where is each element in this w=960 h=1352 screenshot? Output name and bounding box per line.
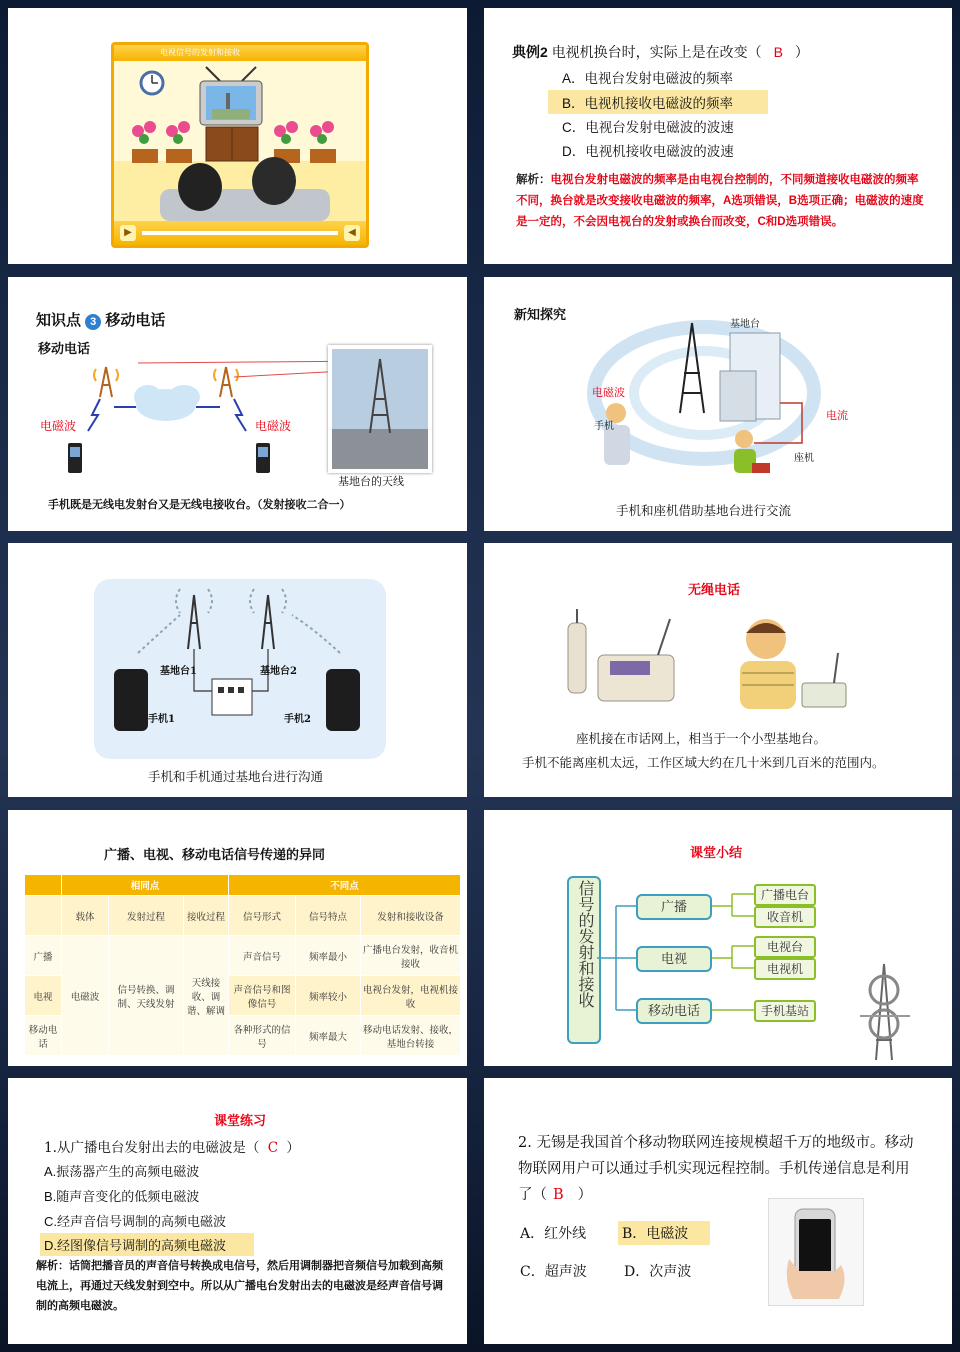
- branch-mobile: 移动电话: [636, 998, 712, 1024]
- leaf-radio-station: 广播电台: [754, 884, 816, 906]
- analysis-label: 解析：: [516, 174, 551, 186]
- lightning-icon: [88, 399, 100, 431]
- person-head: [178, 163, 222, 211]
- carrier-cell: 电磁波: [62, 936, 109, 1056]
- label-mobile: 手机: [594, 421, 614, 432]
- progress-track[interactable]: [142, 231, 338, 235]
- leaf-tv-station: 电视台: [754, 936, 816, 958]
- slide-practice-2: [484, 1078, 952, 1344]
- tower-icon: [680, 323, 704, 413]
- row-name: 电视: [25, 976, 62, 1016]
- col-header: 信号特点: [296, 896, 361, 936]
- label-landline: 座机: [794, 453, 814, 464]
- diagram-caption: 手机和座机借助基地台进行交流: [616, 504, 792, 518]
- leaf-tv-set: 电视机: [754, 958, 816, 980]
- antenna-tower-illustration: [854, 960, 928, 1064]
- label-base-station: 基地台: [730, 319, 760, 330]
- form-cell: 声音信号: [229, 936, 296, 976]
- label-em-wave: 电磁波: [592, 387, 625, 399]
- slide-title: 无绳电话: [688, 582, 741, 597]
- feature-cell: 频率较小: [296, 976, 361, 1016]
- col-header: 接收过程: [184, 896, 229, 936]
- slide-comparison-table: [8, 810, 467, 1066]
- receive-cell: 天线接收、调谐、解调: [184, 936, 229, 1056]
- antenna-photo: [328, 345, 432, 473]
- emit-cell: 信号转换、调制、天线发射: [109, 936, 184, 1056]
- title-prefix: 知识点: [36, 312, 82, 329]
- option-c: C．超声波: [520, 1264, 587, 1280]
- option-c: C.经声音信号调制的高频电磁波: [44, 1214, 227, 1229]
- option-b-highlighted: B．电磁波: [618, 1221, 710, 1245]
- option-d: D．电视机接收电磁波的波速: [562, 144, 734, 159]
- tower-icon: [176, 589, 212, 649]
- section-heading: 新知探究: [514, 307, 567, 322]
- table-row: [25, 936, 461, 976]
- branch-broadcast: 广播: [636, 894, 712, 920]
- leaf-radio: 收音机: [754, 906, 816, 928]
- question-end: ）: [794, 44, 809, 60]
- label-phone-2: 手机2: [284, 714, 311, 725]
- video-title-bar: [114, 45, 366, 61]
- phone-to-phone-diagram: [94, 579, 386, 759]
- cordless-phone-illustration: [558, 609, 684, 709]
- question-line: [512, 42, 809, 62]
- analysis-text: 话筒把播音员的声音信号转换成电信号，然后用调制器把音频信号加载到高频电流上，再通过天线发射到空中。所以从广播电台发射出去的电磁波是经声音信号调制的高频电磁波。: [36, 1260, 443, 1312]
- man-on-phone-illustration: [722, 613, 856, 713]
- option-b-highlighted: B．电视机接收电磁波的频率: [548, 90, 768, 114]
- group-same: 相同点: [62, 875, 229, 896]
- slide-cordless-phone: [484, 543, 952, 797]
- analysis: [36, 1256, 448, 1316]
- slide-title: 课堂练习: [214, 1113, 267, 1128]
- slide-new-knowledge: [484, 277, 952, 531]
- branch-tv: 电视: [636, 946, 712, 972]
- option-b: B.随声音变化的低频电磁波: [44, 1189, 200, 1204]
- option-a: A.振荡器产生的高频电磁波: [44, 1164, 200, 1179]
- col-header: 载体: [62, 896, 109, 936]
- tower-icon: [250, 589, 286, 649]
- wave-label-left: 电磁波: [40, 419, 77, 433]
- example-label: 典例2: [512, 44, 548, 60]
- line-2: 手机不能离座机太远，工作区域大约在几十米到几百米的范围内。: [522, 756, 885, 770]
- form-cell: 各种形式的信号: [229, 1016, 296, 1056]
- building-icon: [212, 679, 252, 715]
- label-station-2: 基地台2: [260, 666, 297, 677]
- person-head: [252, 157, 296, 205]
- mobile-network-diagram: [38, 357, 338, 487]
- label-station-1: 基地台1: [160, 666, 197, 677]
- antenna-icon: [214, 367, 238, 397]
- video-control-bar[interactable]: [114, 221, 366, 245]
- col-header: 发射过程: [109, 896, 184, 936]
- smartphone-icon: [326, 669, 360, 731]
- dual-role-note: 手机既是无线电发射台又是无线电接收台。（发射接收二合一）: [48, 499, 351, 511]
- answer-letter: B: [553, 1187, 564, 1203]
- slide-title: 课堂小结: [690, 845, 743, 860]
- building-icon: [720, 333, 780, 421]
- option-c: C．电视台发射电磁波的波速: [562, 120, 734, 135]
- photo-caption: 基地台的天线: [338, 476, 404, 488]
- person-icon: [604, 403, 630, 465]
- option-d-highlighted: D.经图像信号调制的高频电磁波: [40, 1233, 254, 1256]
- question-end: ）: [577, 1187, 593, 1203]
- analysis-text: 电视台发射电磁波的频率是由电视台控制的，不同频道接收电磁波的频率不同，换台就是改变接收电磁波的频率，A选项错误，B选项正确；电磁波的速度是一定的，不会因电视台的发射或换台而改变，C和D选项错误。: [516, 174, 924, 228]
- feature-cell: 频率最大: [296, 1016, 361, 1056]
- question-text: 电视机换台时，实际上是在改变（: [551, 44, 762, 60]
- slide-phone-to-phone: [8, 543, 467, 797]
- root-text: 信号的发射和接收: [576, 880, 593, 1008]
- diagram-caption: 手机和手机通过基地台进行沟通: [148, 770, 324, 784]
- option-d: D．次声波: [624, 1264, 692, 1280]
- option-a: A．电视台发射电磁波的频率: [562, 71, 734, 86]
- play-button[interactable]: ▶: [120, 225, 136, 241]
- label-phone-1: 手机1: [148, 714, 175, 725]
- row-name: 移动电话: [25, 1016, 62, 1056]
- device-cell: 电视台发射，电视机接收: [361, 976, 461, 1016]
- device-cell: 移动电话发射、接收，基地台转接: [361, 1016, 461, 1056]
- option-a: A．红外线: [520, 1226, 587, 1242]
- question-end: ）: [286, 1140, 300, 1156]
- label-current: 电流: [826, 410, 848, 422]
- answer-letter: C: [267, 1140, 279, 1156]
- lightning-icon: [234, 399, 246, 431]
- volume-button[interactable]: ◀: [344, 225, 360, 241]
- col-header: 发射和接收设备: [361, 896, 461, 936]
- slide-practice-1: [8, 1078, 467, 1344]
- table-title: 广播、电视、移动电话信号传递的异同: [104, 847, 326, 862]
- line-1: 座机接在市话网上，相当于一个小型基地台。: [576, 732, 827, 746]
- video-player[interactable]: [111, 42, 369, 248]
- question-text: 2. 无锡是我国首个移动物联网连接规模超千万的地级市。移动物联网用户可以通过手机实现远程控制。手机传递信息是利用了（: [518, 1135, 914, 1203]
- knowledge-title: [36, 309, 165, 330]
- cloud-icon: [134, 385, 200, 421]
- title-text: 移动电话: [105, 312, 166, 329]
- group-diff: 不同点: [229, 875, 461, 896]
- subtitle: 移动电话: [38, 341, 91, 356]
- row-name: 广播: [25, 936, 62, 976]
- leaf-base-station: 手机基站: [754, 1000, 816, 1022]
- video-title: 电视信号的发射和接收: [160, 48, 240, 57]
- slide-mobile-phone: [8, 277, 467, 531]
- question-line: [44, 1136, 300, 1156]
- comparison-table: [24, 874, 461, 1056]
- question-text: 1.从广播电台发射出去的电磁波是（: [44, 1140, 260, 1156]
- question-block: [518, 1130, 922, 1208]
- slide-tv-video: [8, 8, 467, 264]
- analysis-label: 解析：: [36, 1260, 69, 1272]
- slide-example-2: [484, 8, 952, 264]
- antenna-icon: [94, 367, 118, 397]
- wave-label-right: 电磁波: [255, 419, 292, 433]
- tv-scene-illustration: [114, 61, 366, 221]
- number-badge: 3: [85, 314, 101, 330]
- form-cell: 声音信号和图像信号: [229, 976, 296, 1016]
- col-header: 信号形式: [229, 896, 296, 936]
- device-cell: 广播电台发射，收音机接收: [361, 936, 461, 976]
- hand-holding-phone-illustration: [768, 1198, 864, 1306]
- feature-cell: 频率最小: [296, 936, 361, 976]
- slide-summary: [484, 810, 952, 1066]
- landline-icon: [752, 463, 770, 473]
- analysis: [516, 170, 926, 233]
- answer-letter: B: [773, 44, 783, 60]
- smartphone-icon: [114, 669, 148, 731]
